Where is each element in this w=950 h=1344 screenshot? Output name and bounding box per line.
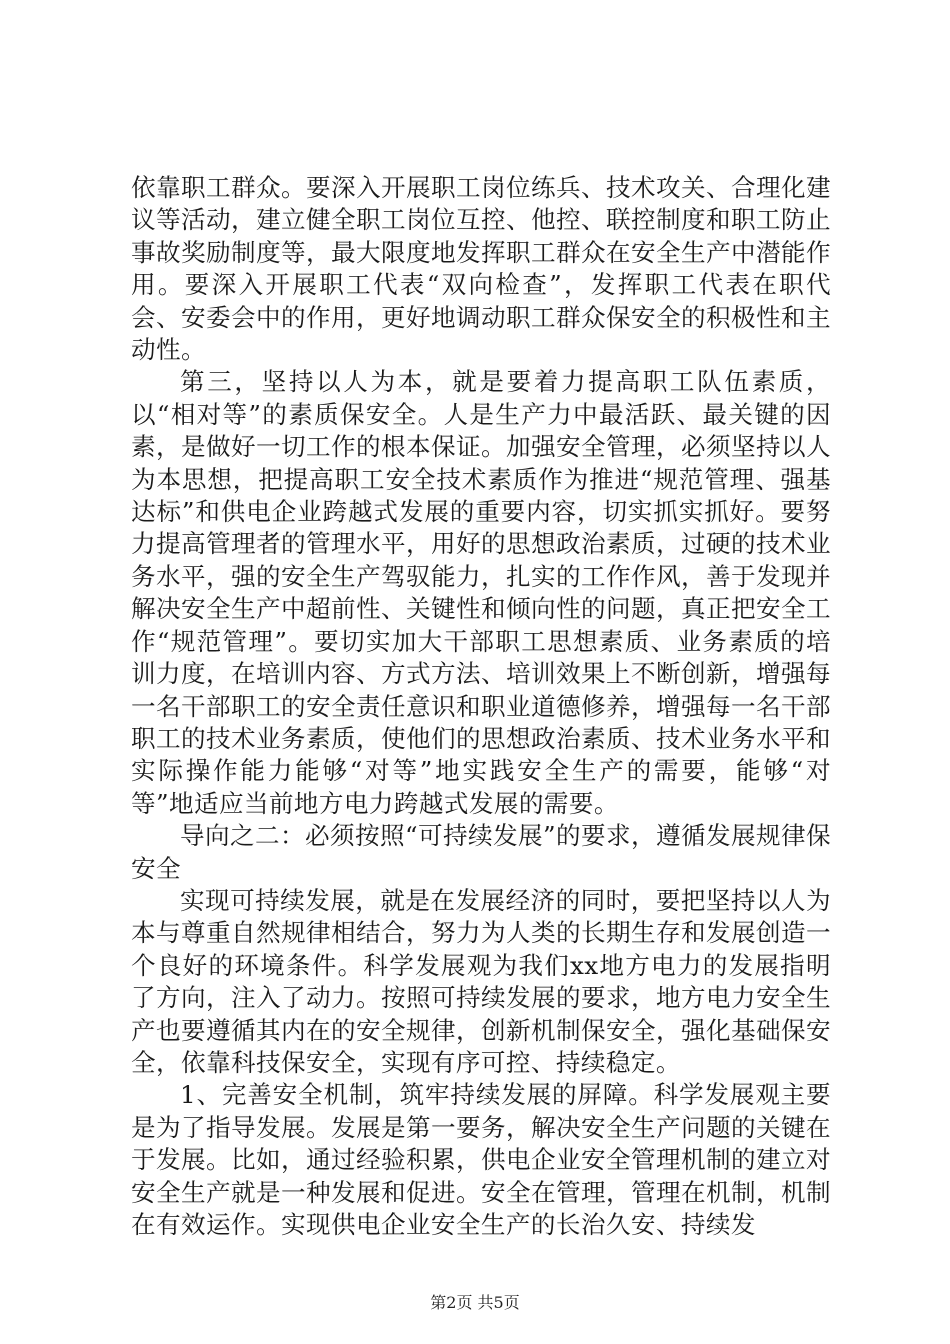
paragraph-safety-mechanism: 1、完善安全机制，筑牢持续发展的屏障。科学发展观主要是为了指导发展。发展是第一要务，解决安全生产问题的关键在于发展。比如，通过经验积累，供电企业安全管理机制的建立对安全生产就是一种发展和促进。安全在管理，管理在机制，机制在有效运作。实现供电企业安全生产的长治久安、持续发 <box>131 1080 831 1239</box>
page-number-footer: 第2页 共5页 <box>430 1293 520 1312</box>
paragraph-third-point: 第三，坚持以人为本，就是要着力提高职工队伍素质，以“相对等”的素质保安全。人是生产力中最活跃、最关键的因素，是做好一切工作的根本保证。加强安全管理，必须坚持以人为本思想，把提高职工安全技术素质作为推进“规范管理、强基达标”和供电企业跨越式发展的重要内容，切实抓实抓好。要努力提高管理者的管理水平，用好的思想政治素质，过硬的技术业务水平，强的安全生产驾驭能力，扎实的工作作风，善于发现并解决安全生产中超前性、关键性和倾向性的问题，真正把安全工作“规范管理”。要切实加大干部职工思想素质、业务素质的培训力度，在培训内容、方式方法、培训效果上不断创新，增强每一名干部职工的安全责任意识和职业道德修养，增强每一名干部职工的技术业务素质，使他们的思想政治素质、技术业务水平和实际操作能力能够“对等”地实践安全生产的需要，能够“对等”地适应当前地方电力跨越式发展的需要。 <box>131 367 831 818</box>
paragraph-sustainable-development: 实现可持续发展，就是在发展经济的同时，要把坚持以人为本与尊重自然规律相结合，努力为人类的长期生存和发展创造一个良好的环境条件。科学发展观为我们xx地方电力的发展指明了方向，注入了动力。按照可持续发展的要求，地方电力安全生产也要遵循其内在的安全规律，创新机制保安全，强化基础保安全，依靠科技保安全，实现有序可控、持续稳定。 <box>131 885 831 1077</box>
document-body <box>131 172 831 1241</box>
section-heading-guide-two: 导向之二：必须按照“可持续发展”的要求，遵循发展规律保安全 <box>131 821 831 883</box>
paragraph-continuation: 依靠职工群众。要深入开展职工岗位练兵、技术攻关、合理化建议等活动，建立健全职工岗位互控、他控、联控制度和职工防止事故奖励制度等，最大限度地发挥职工群众在安全生产中潜能作用。要深入开展职工代表“双向检查”，发挥职工代表在职代会、安委会中的作用，更好地调动职工群众保安全的积极性和主动性。 <box>131 173 831 365</box>
